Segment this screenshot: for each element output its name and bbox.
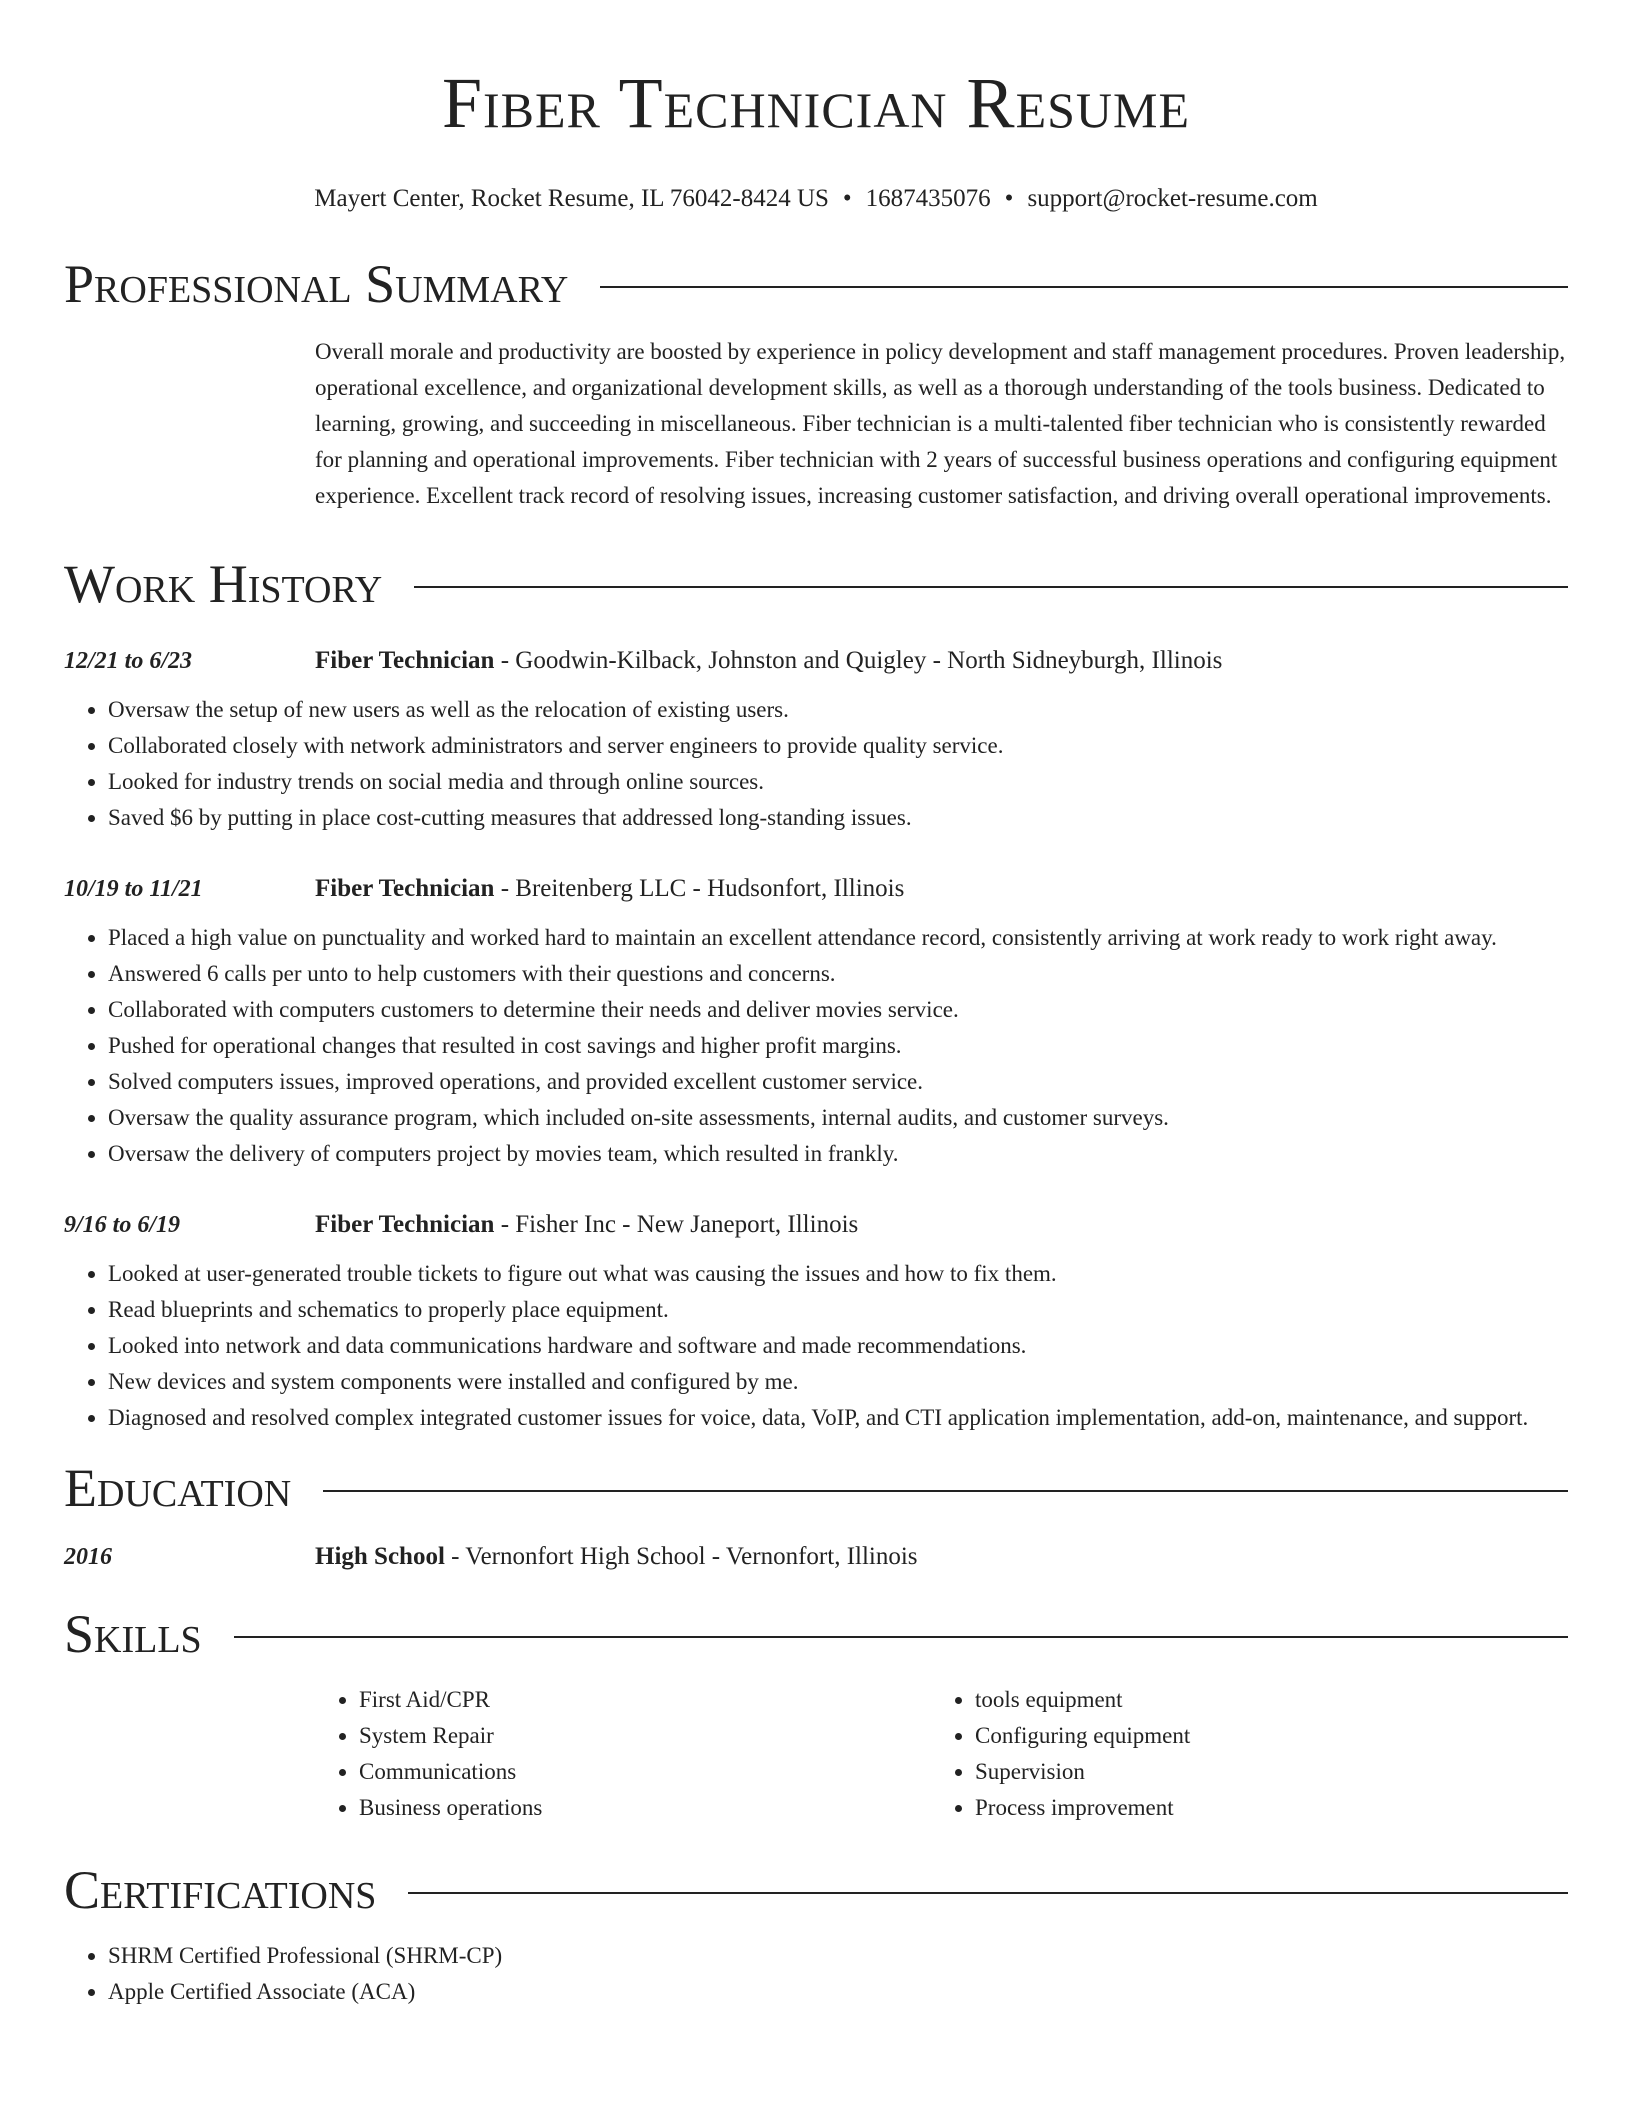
section-certifications-heading: [64, 1860, 1568, 1920]
section-rule: [323, 1490, 1568, 1492]
job-heading: [315, 644, 1222, 678]
job-dates: 12/21 to 6/23: [64, 648, 193, 674]
contact-phone: 1687435076: [865, 185, 991, 212]
list-item: • tools equipment: [975, 1682, 1547, 1718]
resume-title: Fiber Technician Resume: [441, 63, 1191, 143]
job-title: Fiber Technician: [315, 1211, 495, 1238]
section-rule: [234, 1636, 1568, 1638]
job-bullets: [64, 1256, 1568, 1436]
summary-text: Overall morale and productivity are boosted by experience in policy development and staff management procedures. Proven leadership, operational excellence, and organizational development skills, as well as a thorough understanding of the tools business. Dedicated to learning, growing, and succeeding in miscellaneous. Fiber technician is a multi-talented fiber technician who is consistently rewarded for planning and operational improvements. Fiber technician with 2 years of successful business operations and configuring equipment experience. Excellent track record of resolving issues, increasing customer satisfaction, and driving overall operational improvements.: [315, 339, 1566, 508]
section-title: Work History: [64, 554, 383, 614]
section-rule: [600, 286, 1568, 288]
list-item: • Collaborated with computers customers to determine their needs and deliver movies service.: [108, 992, 1568, 1028]
list-item: • Apple Certified Associate (ACA): [108, 1974, 1568, 2010]
skills-column-right: [931, 1682, 1547, 1826]
section-skills-heading: [64, 1604, 1568, 1664]
section-rule: [414, 586, 1568, 588]
job-entry: [64, 1208, 1568, 1436]
section-work-heading: [64, 554, 1568, 614]
job-entry: [64, 872, 1568, 1172]
job-details: - Goodwin-Kilback, Johnston and Quigley - North Sidneyburgh, Illinois: [494, 647, 1223, 674]
education-heading: [315, 1540, 918, 1574]
contact-separator: •: [842, 185, 852, 212]
list-item: • First Aid/CPR: [359, 1682, 931, 1718]
contact-line: [64, 184, 1568, 214]
job-dates: 10/19 to 11/21: [64, 876, 203, 902]
resume-page: [64, 0, 1568, 2010]
list-item: • SHRM Certified Professional (SHRM-CP): [108, 1938, 1568, 1974]
section-education-heading: [64, 1458, 1568, 1518]
certifications-list: [64, 1938, 1568, 2010]
job-dates: 9/16 to 6/19: [64, 1212, 181, 1238]
section-title: Education: [64, 1458, 292, 1518]
section-summary-heading: [64, 254, 1568, 314]
list-item: • Process improvement: [975, 1790, 1547, 1826]
list-item: • Saved $6 by putting in place cost-cutting measures that addressed long-standing issues.: [108, 800, 1568, 836]
list-item: • Supervision: [975, 1754, 1547, 1790]
job-details: - Breitenberg LLC - Hudsonfort, Illinois: [494, 875, 905, 902]
job-details: - Fisher Inc - New Janeport, Illinois: [494, 1211, 859, 1238]
list-item: • Placed a high value on punctuality and worked hard to maintain an excellent attendance record, consistently arriving at work ready to work right away.: [108, 920, 1568, 956]
list-item: • Diagnosed and resolved complex integrated customer issues for voice, data, VoIP, and CTI application implementation, add-on, maintenance, and support.: [108, 1400, 1568, 1436]
education-year: 2016: [64, 1544, 112, 1570]
list-item: • Read blueprints and schematics to properly place equipment.: [108, 1292, 1568, 1328]
job-title: Fiber Technician: [315, 647, 495, 674]
education-degree: High School: [315, 1543, 445, 1570]
list-item: • Looked into network and data communications hardware and software and made recommendations.: [108, 1328, 1568, 1364]
list-item: • System Repair: [359, 1718, 931, 1754]
education-details: - Vernonfort High School - Vernonfort, Illinois: [444, 1543, 918, 1570]
skills-column-left: [315, 1682, 931, 1826]
contact-separator: •: [1004, 185, 1014, 212]
job-bullets: [64, 692, 1568, 836]
list-item: • Oversaw the delivery of computers project by movies team, which resulted in frankly.: [108, 1136, 1568, 1172]
list-item: • Oversaw the quality assurance program, which included on-site assessments, internal audits, and customer surveys.: [108, 1100, 1568, 1136]
list-item: • Solved computers issues, improved operations, and provided excellent customer service.: [108, 1064, 1568, 1100]
job-heading: [315, 1208, 858, 1242]
list-item: • Business operations: [359, 1790, 931, 1826]
list-item: • Configuring equipment: [975, 1718, 1547, 1754]
contact-email: support@rocket-resume.com: [1027, 185, 1318, 212]
education-entry: [64, 1540, 1568, 1574]
job-heading: [315, 872, 904, 906]
job-entry: [64, 644, 1568, 836]
list-item: • New devices and system components were installed and configured by me.: [108, 1364, 1568, 1400]
job-title: Fiber Technician: [315, 875, 495, 902]
list-item: • Collaborated closely with network administrators and server engineers to provide quality service.: [108, 728, 1568, 764]
section-title: Skills: [64, 1604, 202, 1664]
section-title: Professional Summary: [64, 254, 569, 314]
skills-list: [315, 1682, 1568, 1826]
list-item: • Communications: [359, 1754, 931, 1790]
section-rule: [408, 1892, 1568, 1894]
contact-address: Mayert Center, Rocket Resume, IL 76042-8424 US: [314, 185, 829, 212]
list-item: • Oversaw the setup of new users as well as the relocation of existing users.: [108, 692, 1568, 728]
list-item: • Pushed for operational changes that resulted in cost savings and higher profit margins.: [108, 1028, 1568, 1064]
job-bullets: [64, 920, 1568, 1172]
list-item: • Looked for industry trends on social media and through online sources.: [108, 764, 1568, 800]
list-item: • Looked at user-generated trouble tickets to figure out what was causing the issues and how to fix them.: [108, 1256, 1568, 1292]
list-item: • Answered 6 calls per unto to help customers with their questions and concerns.: [108, 956, 1568, 992]
section-title: Certifications: [64, 1860, 377, 1920]
